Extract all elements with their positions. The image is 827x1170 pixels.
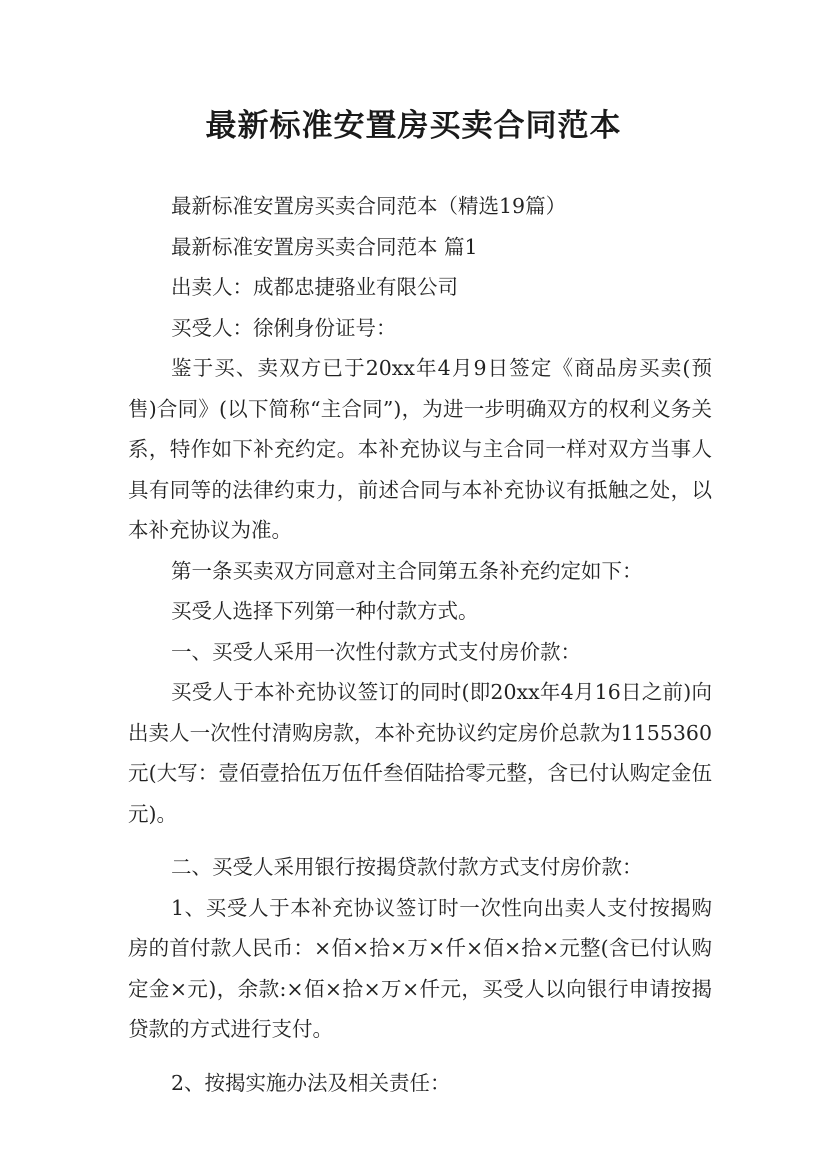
paragraph-option-two: 二、买受人采用银行按揭贷款付款方式支付房价款： (171, 855, 643, 879)
paragraph-article-one: 第一条买卖双方同意对主合同第五条补充约定如下： (171, 558, 643, 583)
paragraph-buyer: 买受人：徐俐身份证号： (171, 315, 397, 340)
paragraph-seller: 出卖人：成都忠捷骆业有限公司 (171, 275, 458, 299)
document-body (128, 186, 712, 1103)
paragraph-chapter-heading: 最新标准安置房买卖合同范本 篇1 (171, 234, 478, 259)
document-title: 最新标准安置房买卖合同范本 (205, 108, 622, 144)
paragraph-option-one: 一、买受人采用一次性付款方式支付房价款： (171, 639, 581, 664)
paragraph-preamble: 鉴于买、卖双方已于20xx年4月9日签定《商品房买卖(预售)合同》(以下简称“主合同”)，为进一步明确双方的权利义务关系，特作如下补充约定。本补充协议与主合同一样对双方当事人具有同等的法律约束力，前述合同与本补充协议有抵触之处，以本补充协议为准。 (128, 356, 712, 542)
paragraph-option-one-detail: 买受人于本补充协议签订的同时(即20xx年4月16日之前)向出卖人一次性付清购房款，本补充协议约定房价总款为1155360元(大写：壹佰壹拾伍万伍仟叁佰陆拾零元整，含已付认购定金伍元)。 (128, 680, 712, 826)
paragraph-subtitle: 最新标准安置房买卖合同范本（精选19篇） (171, 194, 567, 218)
paragraph-payment-choice: 买受人选择下列第一种付款方式。 (171, 599, 479, 623)
paragraph-option-two-item-2: 2、按揭实施办法及相关责任： (171, 1070, 451, 1095)
paragraph-option-two-item-1: 1、买受人于本补充协议签订时一次性向出卖人支付按揭购房的首付款人民币：×佰×拾×万×仟×佰×拾×元整(含已付认购定金×元)，余款:×佰×拾×万×仟元，买受人以向银行申请按揭贷款的方式进行支付。 (128, 895, 712, 1041)
